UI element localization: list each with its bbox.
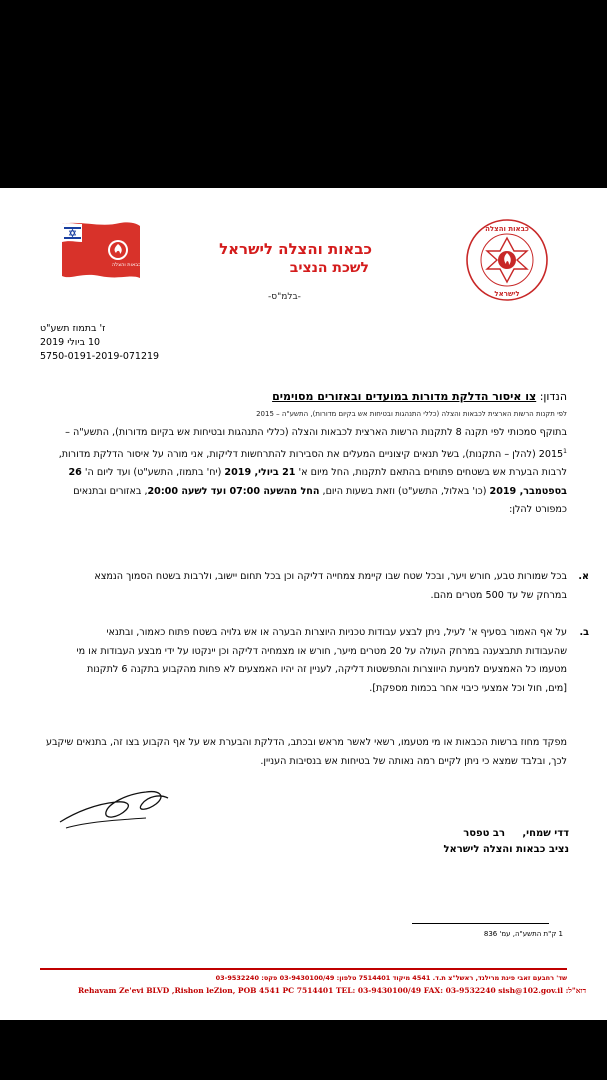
footnote-divider: [412, 923, 549, 924]
letter-page: [0, 188, 607, 1020]
intro-text-1: בתוקף סמכותי לפי תקנה 8 לתקנות הרשות הארצית לכבאות והצלה (כללי התנהגות ובטיחות אש בקיום מדורות), התשע"ה – 2015: [65, 427, 567, 460]
clause-a-text: בכל שמורות טבע, חורש ויער, ובכל שטח שבו קיימת צמחייה דליקה וכן בכל תחום יישוב, ולרבות בשטח הסמוך הנמצא במרחק של עד 500 מטרים מהם.: [94, 571, 567, 601]
fire-service-emblem-icon: [465, 218, 549, 302]
org-name: כבאות והצלה לישראל: [219, 240, 372, 258]
handwritten-signature-icon: [56, 782, 176, 834]
footer-divider: [40, 968, 567, 970]
date-block: [40, 322, 159, 364]
intro-paragraph: [46, 424, 567, 520]
emblem-bottom-text: לישראל: [494, 290, 520, 298]
footer-address-hebrew: שד' רחבעם זאבי פינת מרילנד, ראשל"צ ת.ד. 4541 מיקוד 7514401 טלפון: 03-9430100/49 פקס: 03-9532240: [215, 974, 567, 982]
intro-text-4: (כו' באלול, התשע"ט) וזאת בשעות היום,: [319, 485, 490, 497]
subject-title: צו איסור הדלקת מדורות במועדים ובאזורים מסוימים: [272, 390, 537, 403]
clause-b-text: על אף האמור בסעיף א' לעיל, ניתן לבצע עבודות טכניות היוצרות הבערה או אש גלויה בשטח פתוח כאמור, ובתנאי שהעבודות תתבצענה במרחק העולה על 20 מטרים מיער, חורש או מצמחיה דליקה וכן יינקטו על ידי מבצע העבודות או מי מטעמו כל האמצעים למניעת היווצרות והתפשטות דליקה, לעניין זה יהיו האמצעים לא פחות מהקבוע בתקנה 6 לתקנות [מים, חול וכל אמצעי כיבוי אחר בכמות מספקת].: [76, 627, 567, 694]
closing-paragraph: מפקד מחוז ברשות הכבאות או מי מטעמו, רשאי לאשר מראש ובכתב, הדלקת והבערת אש על אף הקבוע בצו זה, בתנאים שיקבע לכך, ובלבד שמצא כי ניתן לקיים רמה נאותה של בטיחות אש בנסיבות העניין.: [46, 737, 567, 767]
emblem-top-text: כבאות והצלה: [485, 225, 529, 233]
hebrew-date: ז' בתמוז תשע"ט: [40, 323, 106, 334]
signatory-name: דדי שמחי, רב טפסר: [463, 828, 569, 839]
clause-b-letter: ב.: [579, 627, 589, 638]
footnote-ref: 1: [563, 447, 567, 455]
org-subtitle: לשכת הנציב: [289, 260, 369, 276]
subject-subtitle: לפי תקנות הרשות הארצית לכבאות והצלה (כללי התנהגות ובטיחות אש בקיום מדורות), התשע"ה – 2015: [256, 410, 567, 418]
clause-a-letter: א.: [578, 571, 589, 582]
clause-a: [76, 568, 589, 605]
hours: החל מהשעה 07:00 ועד לשעה 20:00: [147, 485, 320, 497]
start-date: 21 ביולי, 2019: [224, 467, 296, 479]
gregorian-date: 10 ביולי 2019: [40, 337, 101, 348]
subject-label: הנדון:: [539, 390, 567, 403]
end-date: 26 בספטמבר, 2019: [68, 467, 567, 497]
clause-b: [76, 624, 589, 698]
intro-text-3: (יח' בתמוז, התשע"ט) ועד ליום ה': [81, 467, 225, 479]
subject-line: [272, 390, 567, 403]
classification-label: -בלמ"ס-: [268, 292, 301, 302]
intro-text-2: (להלן – התקנות), בשל תנאים קיצוניים המעלים את הסבירות להתרחשות דליקות, אני מורה על איסור הדלקת מדורות, לרבות הבערת אש בשטחים פתוחים בהתאם לתקנות, החל מיום א': [58, 448, 567, 479]
footnote-text: 1 ק"ת התשע"ה, עמ' 836: [483, 930, 563, 938]
flag-caption: כבאות והצלה: [112, 262, 141, 268]
reference-number: 5750-0191-2019-071219: [40, 351, 160, 362]
fire-service-flag-icon: [60, 220, 142, 282]
footer-address-english: Rehavam Ze'evi BLVD ,Rishon leZion, POB 4541 PC 7514401 TEL: 03-9430100/49 FAX: 03-9532240 sish@102.gov.il :דוא"ל: [78, 986, 587, 995]
intro-text-5: , באזורים ובתנאים כמפורט להלן:: [73, 485, 567, 516]
signatory-title: נציב כבאות והצלה לישראל: [443, 844, 569, 855]
